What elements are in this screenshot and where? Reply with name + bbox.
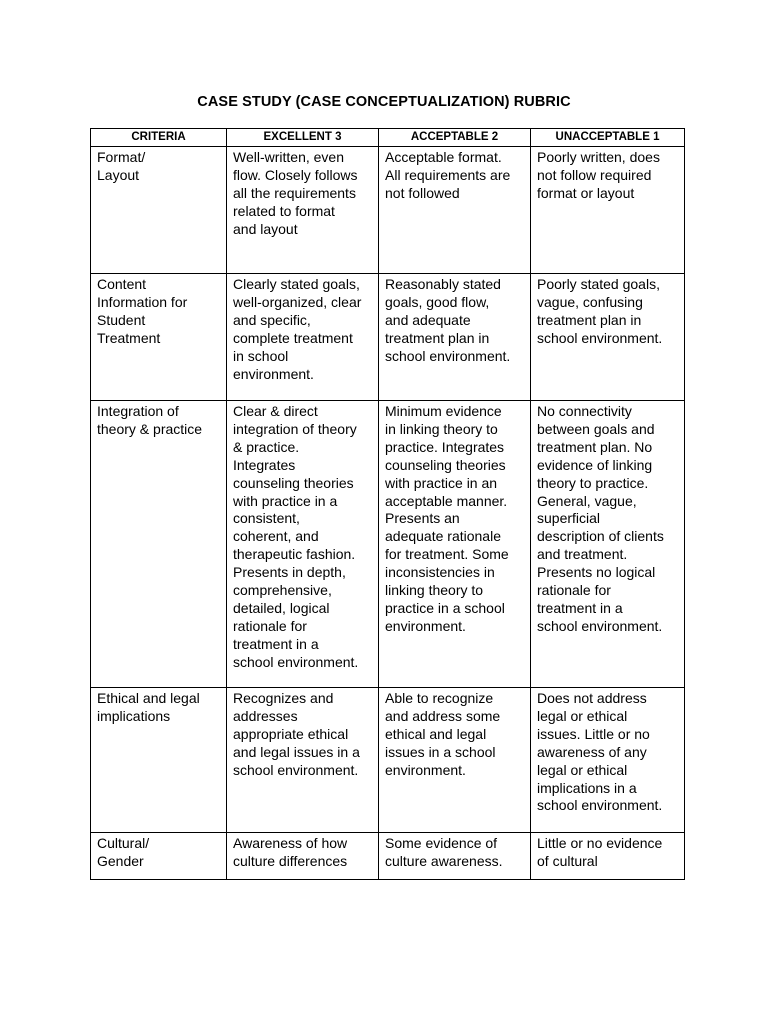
criteria-cell: Content Information for Student Treatment — [91, 274, 227, 401]
criteria-cell: Integration of theory & practice — [91, 401, 227, 688]
unacceptable-cell: Poorly written, does not follow required format or layout — [531, 147, 685, 274]
excellent-cell: Well-written, even flow. Closely follows all the requirements related to format and layout — [227, 147, 379, 274]
header-acceptable: ACCEPTABLE 2 — [379, 129, 531, 147]
unacceptable-cell: Little or no evidence of cultural — [531, 833, 685, 880]
page-title: CASE STUDY (CASE CONCEPTUALIZATION) RUBRIC — [197, 94, 571, 110]
excellent-cell: Awareness of how culture differences — [227, 833, 379, 880]
criteria-cell: Format/ Layout — [91, 147, 227, 274]
excellent-cell: Clear & direct integration of theory & practice. Integrates counseling theories with practice in a consistent, coherent, and therapeutic fashion. Presents in depth, comprehensive, detailed, logical rationale for treatment in a school environment. — [227, 401, 379, 688]
table-row — [91, 688, 685, 833]
criteria-cell: Cultural/ Gender — [91, 833, 227, 880]
acceptable-cell: Minimum evidence in linking theory to practice. Integrates counseling theories with practice in an acceptable manner. Presents an adequate rationale for treatment. Some inconsistencies in linking theory to practice in a school environment. — [379, 401, 531, 688]
header-criteria: CRITERIA — [91, 129, 227, 147]
unacceptable-cell: Does not address legal or ethical issues. Little or no awareness of any legal or ethical implications in a school environment. — [531, 688, 685, 833]
acceptable-cell: Reasonably stated goals, good flow, and adequate treatment plan in school environment. — [379, 274, 531, 401]
excellent-cell: Clearly stated goals, well-organized, clear and specific, complete treatment in school environment. — [227, 274, 379, 401]
table-row — [91, 274, 685, 401]
excellent-cell: Recognizes and addresses appropriate ethical and legal issues in a school environment. — [227, 688, 379, 833]
table-row — [91, 147, 685, 274]
criteria-cell: Ethical and legal implications — [91, 688, 227, 833]
unacceptable-cell: Poorly stated goals, vague, confusing treatment plan in school environment. — [531, 274, 685, 401]
acceptable-cell: Acceptable format. All requirements are not followed — [379, 147, 531, 274]
header-unacceptable: UNACCEPTABLE 1 — [531, 129, 685, 147]
header-excellent: EXCELLENT 3 — [227, 129, 379, 147]
unacceptable-cell: No connectivity between goals and treatment plan. No evidence of linking theory to practice. General, vague, superficial description of clients and treatment. Presents no logical rationale for treatment in a school environment. — [531, 401, 685, 688]
table-header-row — [91, 129, 685, 147]
table-row — [91, 833, 685, 880]
table-row — [91, 401, 685, 688]
rubric-table — [90, 128, 685, 880]
acceptable-cell: Some evidence of culture awareness. — [379, 833, 531, 880]
acceptable-cell: Able to recognize and address some ethical and legal issues in a school environment. — [379, 688, 531, 833]
